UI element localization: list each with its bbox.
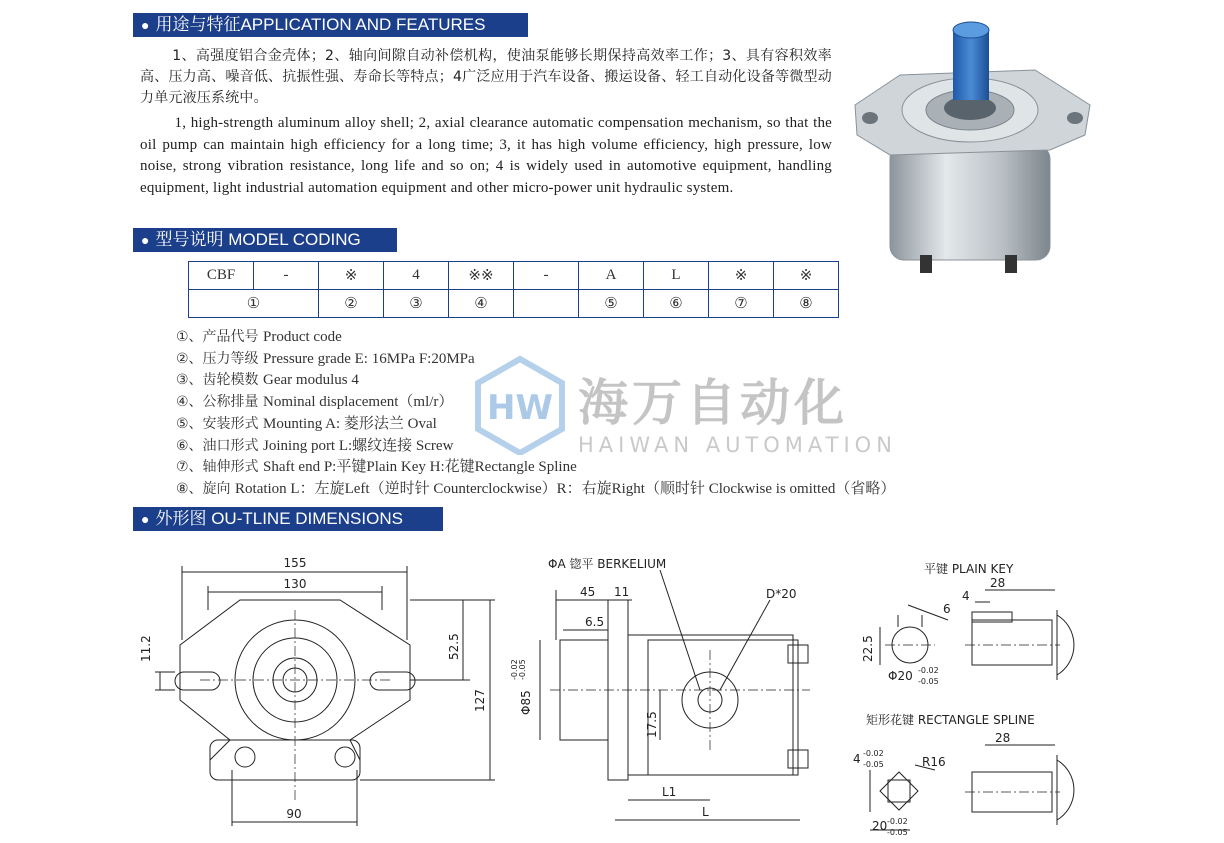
- bullet-icon: ●: [141, 17, 150, 33]
- spline-tol-upper-1: -0.02: [863, 749, 884, 758]
- dim-L: L: [702, 805, 709, 819]
- dim-6-5: 6.5: [585, 615, 605, 629]
- index-cell: ①: [189, 290, 319, 318]
- dim-17-5: 17.5: [645, 711, 659, 738]
- legend-item: ②、压力等级 Pressure grade E: 16MPa F:20MPa: [176, 350, 475, 367]
- index-cell: ⑦: [709, 290, 774, 318]
- front-view: [155, 566, 495, 826]
- spline-tol-lower-2: -0.05: [887, 828, 908, 837]
- code-cell: ※: [709, 262, 774, 290]
- code-cell: -: [254, 262, 319, 290]
- code-cell: ※※: [449, 262, 514, 290]
- code-cell: A: [579, 262, 644, 290]
- plain-key-view: [880, 590, 1074, 680]
- spline-title: 矩形花键 RECTANGLE SPLINE: [866, 713, 1035, 727]
- side-view: [540, 570, 808, 820]
- index-cell: ⑤: [579, 290, 644, 318]
- code-cell: L: [644, 262, 709, 290]
- spline-dim-20: 20: [872, 819, 888, 833]
- tol-upper: -0.02: [510, 659, 519, 680]
- index-cell: ④: [449, 290, 514, 318]
- code-cell: -: [514, 262, 579, 290]
- spline-dim-4: 4: [853, 752, 861, 766]
- dim-52-5: 52.5: [447, 633, 461, 660]
- key-dim-6: 6: [943, 602, 951, 616]
- key-phi20: Φ20: [888, 669, 913, 683]
- spline-tol-lower-1: -0.05: [863, 760, 884, 769]
- index-cell: ③: [384, 290, 449, 318]
- bullet-icon: ●: [141, 232, 150, 248]
- key-tol-lower: -0.05: [918, 677, 939, 686]
- spline-tol-upper-2: -0.02: [887, 817, 908, 826]
- features-text-en: 1, high-strength aluminum alloy shell; 2, axial clearance automatic compensation mechanism, so that the oil pump can maintain high efficiency for a long time; 3, it has high volume efficiency, high pressure, low noise, strong vibration resistance, long life and so on; 4 is widely used in automotive equipment, handling equipment, light industrial automation equipment and other micro-power unit hydraulic system.: [140, 115, 832, 196]
- logo-letters: HW: [487, 388, 553, 428]
- code-cell: 4: [384, 262, 449, 290]
- dim-phi85: Φ85: [519, 690, 533, 715]
- code-cell: CBF: [189, 262, 254, 290]
- index-cell: ⑥: [644, 290, 709, 318]
- key-dim-22-5: 22.5: [861, 635, 875, 662]
- section-title: 用途与特征APPLICATION AND FEATURES: [155, 15, 486, 34]
- key-tol-upper: -0.02: [918, 666, 939, 675]
- legend-item: ③、齿轮模数 Gear modulus 4: [176, 372, 359, 389]
- code-cell: ※: [774, 262, 839, 290]
- spline-dim-28: 28: [995, 731, 1011, 745]
- dim-L1: L1: [662, 785, 677, 799]
- key-dim-28: 28: [990, 576, 1006, 590]
- watermark-en: HAIWAN AUTOMATION: [578, 433, 897, 457]
- index-cell: ②: [319, 290, 384, 318]
- section-title: 外形图 OU-TLINE DIMENSIONS: [155, 509, 403, 528]
- legend-item: ⑥、油口形式 Joining port L:螺纹连接 Screw: [176, 437, 454, 454]
- dim-45: 45: [580, 585, 596, 599]
- bullet-icon: ●: [141, 511, 150, 527]
- key-dim-4: 4: [962, 589, 970, 603]
- legend-item: ⑤、安装形式 Mounting A: 菱形法兰 Oval: [176, 415, 437, 432]
- legend-item: ⑧、旋向 Rotation L：左旋Left（逆时针 Counterclockwise）R：右旋Right（顺时针 Clockwise is omitted（省略）: [176, 480, 896, 497]
- dim-90: 90: [286, 807, 302, 821]
- legend-item: ①、产品代号 Product code: [176, 329, 342, 345]
- watermark-cn: 海万自动化: [578, 374, 848, 432]
- code-cell: ※: [319, 262, 384, 290]
- tol-lower: -0.05: [518, 659, 527, 680]
- legend-item: ⑦、轴伸形式 Shaft end P:平键Plain Key H:花键Rectangle Spline: [176, 459, 577, 476]
- plain-key-title: 平键 PLAIN KEY: [924, 562, 1014, 576]
- legend-item: ④、公称排量 Nominal displacement（ml/r）: [176, 394, 454, 411]
- section-title: 型号说明 MODEL CODING: [155, 230, 361, 249]
- dim-11: 11: [614, 585, 630, 599]
- spline-r16: R16: [922, 755, 946, 769]
- dim-d20: D*20: [766, 587, 797, 601]
- dim-127: 127: [473, 689, 487, 712]
- dim-155: 155: [283, 556, 307, 570]
- features-text-cn: 1、高强度铝合金壳体；2、轴向间隙自动补偿机构，使油泵能够长期保持高效率工作；3、具有容积效率高、压力高、噪音低、抗振性强、寿命长等特点；4广泛应用于汽车设备、搬运设备、轻工自动化设备等微型动力单元液压系统中。: [140, 48, 832, 106]
- dim-11-2: 11.2: [139, 635, 153, 662]
- index-cell: ⑧: [774, 290, 839, 318]
- dim-130: 130: [283, 577, 307, 591]
- side-title: ΦA 锪平 BERKELIUM: [548, 557, 667, 571]
